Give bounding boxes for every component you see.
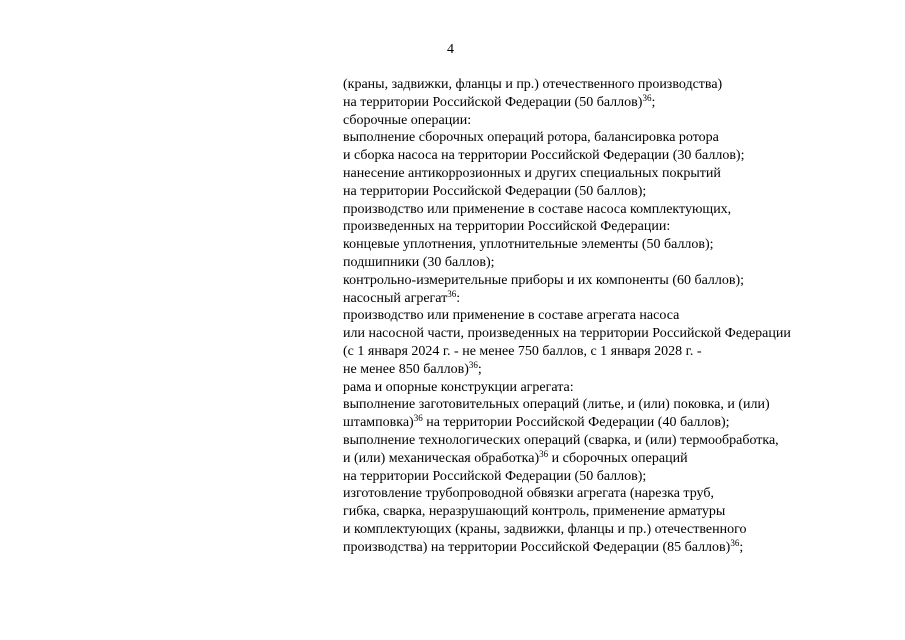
line-text: на территории Российской Федерации (50 баллов) — [343, 94, 643, 110]
line-text: сборочные операции: — [343, 112, 472, 128]
line-text-tail: : — [456, 290, 461, 306]
text-line — [343, 414, 898, 432]
text-line — [343, 379, 898, 397]
line-text: выполнение заготовительных операций (литье, и (или) поковка, и (или) — [343, 397, 770, 413]
line-text: производство или применение в составе насоса комплектующих, — [343, 201, 732, 217]
line-text-tail: ; — [739, 539, 744, 555]
text-line — [343, 254, 898, 272]
line-text: и (или) механическая обработка) — [343, 450, 540, 466]
line-text: выполнение сборочных операций ротора, балансировка ротора — [343, 130, 719, 146]
text-line — [343, 183, 898, 201]
text-line — [343, 396, 898, 414]
footnote-reference: 36 — [539, 448, 549, 459]
text-line — [343, 503, 898, 521]
text-line — [343, 272, 898, 290]
text-line — [343, 432, 898, 450]
line-text: изготовление трубопроводной обвязки агрегата (нарезка труб, — [343, 486, 714, 502]
text-line — [343, 76, 898, 94]
footnote-reference: 36 — [468, 359, 478, 370]
line-text: штамповка) — [343, 415, 414, 431]
line-text: или насосной части, произведенных на территории Российской Федерации — [343, 326, 791, 342]
line-text: не менее 850 баллов) — [343, 361, 469, 377]
text-line — [343, 307, 898, 325]
line-text: выполнение технологических операций (сварка, и (или) термообработка, — [343, 432, 779, 448]
text-line — [343, 485, 898, 503]
page-number: 4 — [447, 42, 454, 57]
line-text: гибка, сварка, неразрушающий контроль, применение арматуры — [343, 504, 726, 520]
line-text-tail: ; — [477, 361, 482, 377]
line-text: на территории Российской Федерации (50 баллов); — [343, 468, 647, 484]
text-line — [343, 290, 898, 308]
text-line — [343, 468, 898, 486]
body-text — [343, 76, 898, 557]
line-text: нанесение антикоррозионных и других специальных покрытий — [343, 165, 721, 181]
line-text: (краны, задвижки, фланцы и пр.) отечественного производства) — [343, 77, 723, 92]
line-text: рама и опорные конструкции агрегата: — [343, 379, 574, 395]
text-line — [343, 539, 898, 557]
text-line — [343, 165, 898, 183]
text-line — [343, 236, 898, 254]
line-text: контрольно-измерительные приборы и их компоненты (60 баллов); — [343, 272, 745, 288]
text-line — [343, 218, 898, 236]
line-text: и комплектующих (краны, задвижки, фланцы и пр.) отечественного — [343, 521, 747, 537]
footnote-reference: 36 — [730, 537, 740, 548]
text-line — [343, 343, 898, 361]
footnote-reference: 36 — [642, 92, 652, 103]
line-text: произведенных на территории Российской Федерации: — [343, 219, 671, 235]
footnote-reference: 36 — [447, 288, 457, 299]
text-line — [343, 450, 898, 468]
text-line — [343, 112, 898, 130]
line-text-tail: на территории Российской Федерации (40 баллов); — [422, 415, 730, 431]
text-line — [343, 129, 898, 147]
line-text: и сборка насоса на территории Российской Федерации (30 баллов); — [343, 148, 745, 164]
text-line — [343, 201, 898, 219]
text-line — [343, 361, 898, 379]
line-text: производства) на территории Российской Федерации (85 баллов) — [343, 539, 731, 555]
text-line — [343, 521, 898, 539]
line-text: производство или применение в составе агрегата насоса — [343, 308, 680, 324]
line-text: подшипники (30 баллов); — [343, 254, 495, 270]
text-line — [343, 94, 898, 112]
footnote-reference: 36 — [413, 413, 423, 424]
line-text-tail: и сборочных операций — [548, 450, 688, 466]
line-text: на территории Российской Федерации (50 баллов); — [343, 183, 647, 199]
line-text: (с 1 января 2024 г. - не менее 750 баллов, с 1 января 2028 г. - — [343, 343, 702, 359]
text-line — [343, 325, 898, 343]
line-text-tail: ; — [651, 94, 656, 110]
text-line — [343, 147, 898, 165]
line-text: насосный агрегат — [343, 290, 448, 306]
line-text: концевые уплотнения, уплотнительные элементы (50 баллов); — [343, 237, 714, 253]
